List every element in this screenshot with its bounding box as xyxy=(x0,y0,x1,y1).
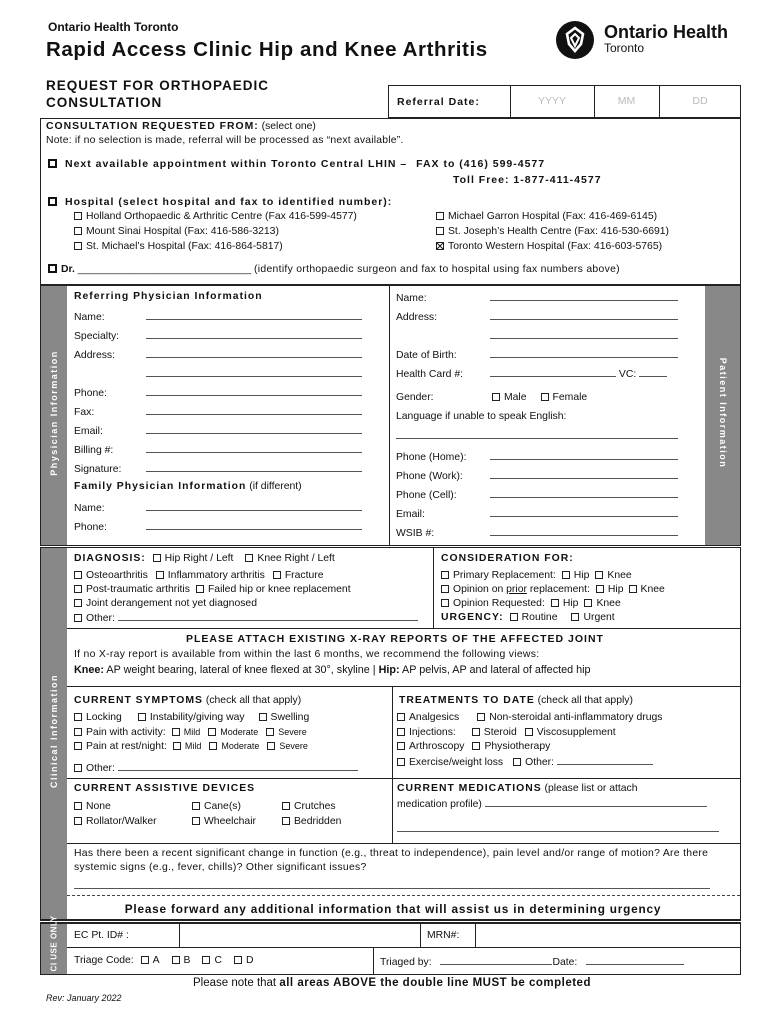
checkbox[interactable] xyxy=(74,764,82,772)
checkbox[interactable] xyxy=(141,956,149,964)
instability-label: Instability/giving way xyxy=(149,712,245,723)
nsaid-label: Non-steroidal anti-inflammatory drugs xyxy=(489,712,663,723)
hip-label: Hip xyxy=(573,570,590,581)
ci-side-label: CI USE ONLY xyxy=(49,915,59,972)
checkbox[interactable] xyxy=(441,571,449,579)
field-label: Phone (Work): xyxy=(396,471,463,482)
mrn-label: MRN#: xyxy=(427,930,460,941)
field-label: Phone (Home): xyxy=(396,452,467,463)
visco-label: Viscosupplement xyxy=(536,727,616,738)
male-checkbox[interactable] xyxy=(492,393,500,401)
diag-knee-checkbox[interactable] xyxy=(245,554,253,562)
checkbox[interactable] xyxy=(74,802,82,810)
wheelchair-label: Wheelchair xyxy=(204,816,256,827)
form-title: Rapid Access Clinic Hip and Knee Arthritis xyxy=(46,38,488,61)
dr-label: Dr. xyxy=(61,264,75,275)
checkbox[interactable] xyxy=(397,758,405,766)
subtitle xyxy=(46,77,269,111)
urgent-checkbox[interactable] xyxy=(571,613,579,621)
phone-cell-input[interactable] xyxy=(490,488,678,498)
diag-joint-derangement: Joint derangement not yet diagnosed xyxy=(86,598,257,609)
phone-work-input[interactable] xyxy=(490,469,678,479)
severe-label: Severe xyxy=(278,727,307,737)
hospital-label: St. Joseph’s Health Centre (Fax: 416-530-6691) xyxy=(448,226,670,237)
diag-post-traumatic: Post-traumatic arthritis xyxy=(86,584,190,595)
checkbox[interactable] xyxy=(477,713,485,721)
field-label: Email: xyxy=(396,509,425,520)
checkbox[interactable] xyxy=(209,742,217,750)
checkbox[interactable] xyxy=(74,713,82,721)
checkbox[interactable] xyxy=(282,802,290,810)
change-input[interactable] xyxy=(74,888,710,889)
field-label: Health Card #: xyxy=(396,369,463,380)
hospital-option-st-michaels[interactable] xyxy=(74,241,283,252)
hospital-option-michael-garron[interactable] xyxy=(436,211,657,222)
checkbox[interactable] xyxy=(551,599,559,607)
dr-checkbox[interactable] xyxy=(48,264,57,273)
hip-views: AP pelvis, AP and lateral of affected hip xyxy=(402,664,591,676)
checkbox[interactable] xyxy=(436,227,444,235)
severe-label: Severe xyxy=(279,741,308,751)
footer-note xyxy=(0,977,770,989)
org-name: Ontario Health Toronto xyxy=(48,20,179,34)
checkbox[interactable] xyxy=(397,728,405,736)
routine-checkbox[interactable] xyxy=(510,613,518,621)
hospital-option-holland[interactable] xyxy=(74,211,357,222)
checkbox[interactable] xyxy=(196,585,204,593)
dob-input[interactable] xyxy=(490,348,678,358)
logo-name: Ontario Health xyxy=(604,22,729,42)
checkbox[interactable] xyxy=(74,728,82,736)
physician-side-label: Physician Information xyxy=(49,350,59,476)
checkbox[interactable] xyxy=(192,802,200,810)
patient-side-label: Patient Information xyxy=(718,357,728,469)
checkbox[interactable] xyxy=(513,758,521,766)
hospital-label: Michael Garron Hospital (Fax: 416-469-6145) xyxy=(448,211,658,222)
fax-number: FAX to (416) 599-4577 xyxy=(416,158,546,170)
pain-rest-label: Pain at rest/night: xyxy=(86,741,167,752)
triage-label: Triage Code: xyxy=(74,955,134,966)
checkbox[interactable] xyxy=(173,742,181,750)
knee-views-label: Knee: xyxy=(74,664,104,676)
crutches-label: Crutches xyxy=(294,801,336,812)
diag-failed-replacement: Failed hip or knee replacement xyxy=(207,584,351,595)
checkbox[interactable] xyxy=(172,728,180,736)
consider-label: CONSIDERATION FOR: xyxy=(441,553,574,564)
ecpt-input[interactable] xyxy=(180,925,420,946)
triage-date-input[interactable] xyxy=(586,955,684,965)
hospital-option-mount-sinai[interactable] xyxy=(74,226,279,237)
phone-home-input[interactable] xyxy=(490,450,678,460)
ontario-health-logo-icon xyxy=(555,20,595,60)
checkbox[interactable] xyxy=(436,212,444,220)
symptoms-heading: CURRENT SYMPTOMS xyxy=(74,695,203,706)
meds-heading: CURRENT MEDICATIONS xyxy=(397,783,542,794)
consult-heading: CONSULTATION REQUESTED FROM: xyxy=(46,121,259,132)
meds-input-2[interactable] xyxy=(397,822,719,832)
triaged-by-input[interactable] xyxy=(440,955,552,965)
xray-note: If no X-ray report is available from within the last 6 months, we recommend the following views: xyxy=(74,649,540,660)
moderate-label: Moderate xyxy=(220,727,259,737)
female-label: Female xyxy=(552,392,588,403)
field-label: Address: xyxy=(74,350,116,361)
patient-address-input[interactable] xyxy=(490,310,678,320)
analgesics-label: Analgesics xyxy=(409,712,460,723)
dr-note: (identify orthopaedic surgeon and fax to hospital using fax numbers above) xyxy=(254,264,620,275)
opinion-prior-label: Opinion on xyxy=(453,584,504,595)
prior-word: prior xyxy=(506,584,527,595)
code-c: C xyxy=(214,955,222,966)
primary-label: Primary Replacement: xyxy=(453,570,556,581)
specialty-input[interactable] xyxy=(146,329,362,339)
checkbox[interactable] xyxy=(525,728,533,736)
hip-label: Hip xyxy=(562,598,579,609)
vc-input[interactable] xyxy=(639,367,667,377)
referring-heading: Referring Physician Information xyxy=(74,291,263,302)
code-d: D xyxy=(245,955,254,966)
locking-label: Locking xyxy=(86,712,122,723)
checkbox[interactable] xyxy=(202,956,210,964)
subtitle-line-2: CONSULTATION xyxy=(46,95,163,110)
diag-knee-label: Knee Right / Left xyxy=(257,553,335,564)
signature-input[interactable] xyxy=(146,462,362,472)
knee-label: Knee xyxy=(596,598,621,609)
field-label: Address: xyxy=(396,312,438,323)
forward-note: Please forward any additional information that will assist us in determining urgency xyxy=(124,902,662,916)
next-available-checkbox[interactable] xyxy=(48,159,57,168)
meds-note-2: medication profile) xyxy=(397,799,482,810)
field-label: Name: xyxy=(74,312,105,323)
diag-inflammatory: Inflammatory arthritis xyxy=(167,570,265,581)
triaged-by-label: Triaged by: xyxy=(380,957,432,968)
rollator-label: Rollator/Walker xyxy=(86,816,157,827)
address-input[interactable] xyxy=(146,348,362,358)
checkbox[interactable] xyxy=(172,956,180,964)
checkbox[interactable] xyxy=(208,728,216,736)
canes-label: Cane(s) xyxy=(204,801,241,812)
hospital-option-toronto-western[interactable] xyxy=(436,241,662,252)
family-heading-row xyxy=(74,481,302,492)
checkbox[interactable] xyxy=(74,742,82,750)
checkbox[interactable] xyxy=(74,212,82,220)
symptoms-other-label: Other: xyxy=(86,763,115,774)
treatments-heading: TREATMENTS TO DATE xyxy=(399,695,535,706)
field-label: WSIB #: xyxy=(396,528,435,539)
date-label: Date: xyxy=(552,957,578,968)
date-mm-field[interactable]: MM xyxy=(617,95,636,107)
subtitle-line-1: REQUEST FOR ORTHOPAEDIC xyxy=(46,78,270,93)
consult-heading-row xyxy=(46,121,316,132)
treatments-other-input[interactable] xyxy=(557,755,653,765)
billing-input[interactable] xyxy=(146,443,362,453)
injections-label: Injections: xyxy=(409,727,456,738)
clinical-side-label: Clinical Information xyxy=(49,674,59,789)
field-label: Phone (Cell): xyxy=(396,490,457,501)
treatments-other-label: Other: xyxy=(525,757,555,768)
consult-note: Note: if no selection is made, referral will be processed as “next available”. xyxy=(46,135,404,146)
checkbox[interactable] xyxy=(267,742,275,750)
mild-label: Mild xyxy=(183,727,201,737)
diag-fracture: Fracture xyxy=(284,570,324,581)
revision: Rev: January 2022 xyxy=(46,993,122,1003)
family-note: (if different) xyxy=(249,481,302,492)
replacement-word: replacement: xyxy=(529,584,590,595)
referring-name-input[interactable] xyxy=(146,310,362,320)
symptoms-note: (check all that apply) xyxy=(205,695,302,706)
field-label: Phone: xyxy=(74,522,107,533)
mild-label: Mild xyxy=(184,741,202,751)
arthroscopy-label: Arthroscopy xyxy=(409,741,465,752)
gender-label: Gender: xyxy=(396,392,434,403)
checkbox[interactable] xyxy=(629,585,637,593)
checkbox[interactable] xyxy=(234,956,242,964)
footer-note-a: Please note that xyxy=(193,977,277,989)
diag-other-label: Other: xyxy=(86,613,115,624)
field-label: Signature: xyxy=(74,464,122,475)
fax-input[interactable] xyxy=(146,405,362,415)
hip-views-label: Hip: xyxy=(378,664,400,676)
devices-heading: CURRENT ASSISTIVE DEVICES xyxy=(74,783,256,794)
checkbox[interactable] xyxy=(282,817,290,825)
checkbox[interactable] xyxy=(74,585,82,593)
xray-heading: PLEASE ATTACH EXISTING X-RAY REPORTS OF THE AFFECTED JOINT xyxy=(186,633,604,645)
family-name-input[interactable] xyxy=(146,501,362,511)
checkbox[interactable] xyxy=(74,227,82,235)
exercise-label: Exercise/weight loss xyxy=(409,757,504,768)
female-checkbox[interactable] xyxy=(541,393,549,401)
field-label: Billing #: xyxy=(74,445,114,456)
field-label: Fax: xyxy=(74,407,95,418)
checkbox[interactable] xyxy=(74,571,82,579)
hospital-label: Mount Sinai Hospital (Fax: 416-586-3213) xyxy=(86,226,279,237)
hospital-label: Holland Orthopaedic & Arthritic Centre (Fax 416-599-4577) xyxy=(86,211,357,222)
hospital-label: Toronto Western Hospital (Fax: 416-603-5765) xyxy=(448,241,663,252)
next-available-row[interactable] xyxy=(48,158,545,170)
logo-sub: Toronto xyxy=(604,41,645,55)
diag-other-input[interactable] xyxy=(118,612,418,621)
hospital-checkbox[interactable] xyxy=(48,197,57,206)
checkbox[interactable] xyxy=(138,713,146,721)
checkbox[interactable] xyxy=(74,242,82,250)
meds-input[interactable] xyxy=(485,797,707,807)
checkbox[interactable] xyxy=(259,713,267,721)
wsib-input[interactable] xyxy=(490,526,678,536)
checkbox[interactable] xyxy=(562,571,570,579)
checkbox[interactable] xyxy=(397,713,405,721)
checkbox[interactable] xyxy=(584,599,592,607)
meds-note: (please list or attach xyxy=(544,783,638,794)
family-phone-input[interactable] xyxy=(146,520,362,530)
checkbox[interactable] xyxy=(273,571,281,579)
checkbox[interactable] xyxy=(266,728,274,736)
checkbox[interactable] xyxy=(397,742,405,750)
ecpt-label: EC Pt. ID# : xyxy=(74,930,129,941)
hospital-label: St. Michael’s Hospital (Fax: 416-864-5817) xyxy=(86,241,283,252)
date-dd-field[interactable]: DD xyxy=(692,95,708,107)
checkbox[interactable] xyxy=(441,599,449,607)
diag-hip-label: Hip Right / Left xyxy=(164,553,234,564)
consult-heading-note: (select one) xyxy=(261,121,316,132)
change-question: Has there been a recent significant change in function (e.g., threat to independence), pain level and/or range of motion? Are there systemic signs (e.g., fever, chills)? Other significant issues? xyxy=(74,848,709,873)
hospital-heading: Hospital (select hospital and fax to identified number): xyxy=(65,196,393,208)
routine-label: Routine xyxy=(521,612,558,623)
knee-views: AP weight bearing, lateral of knee flexed at 30°, skyline | xyxy=(106,664,376,676)
field-label: Phone: xyxy=(74,388,107,399)
symptoms-other-input[interactable] xyxy=(118,761,358,771)
hip-label: Hip xyxy=(607,584,624,595)
steroid-label: Steroid xyxy=(483,727,517,738)
referral-date-label: Referral Date: xyxy=(397,96,480,108)
patient-name-input[interactable] xyxy=(490,291,678,301)
hospital-row[interactable] xyxy=(48,196,392,208)
checkbox[interactable] xyxy=(595,571,603,579)
dr-row[interactable] xyxy=(48,264,620,275)
urgent-label: Urgent xyxy=(583,612,615,623)
date-yyyy-field[interactable]: YYYY xyxy=(537,95,566,107)
toll-free: Toll Free: 1-877-411-4577 xyxy=(453,174,602,186)
male-label: Male xyxy=(504,392,527,403)
swelling-label: Swelling xyxy=(270,712,310,723)
referral-date-box xyxy=(388,85,741,118)
diagnosis-label: DIAGNOSIS: xyxy=(74,553,146,564)
knee-label: Knee xyxy=(640,584,665,595)
patient-email-input[interactable] xyxy=(490,507,678,517)
email-input[interactable] xyxy=(146,424,362,434)
field-label: Specialty: xyxy=(74,331,120,342)
checked-checkbox[interactable] xyxy=(436,242,444,250)
checkbox[interactable] xyxy=(472,742,480,750)
phone-input[interactable] xyxy=(146,386,362,396)
none-label: None xyxy=(86,801,111,812)
footer-note-b: all areas ABOVE the double line MUST be completed xyxy=(279,977,591,989)
checkbox[interactable] xyxy=(74,614,82,622)
pain-activity-label: Pain with activity: xyxy=(86,727,166,738)
knee-label: Knee xyxy=(607,570,632,581)
code-b: B xyxy=(183,955,191,966)
field-label: Email: xyxy=(74,426,103,437)
physio-label: Physiotherapy xyxy=(484,741,551,752)
next-available-label: Next available appointment within Toronto Central LHIN – xyxy=(65,158,408,170)
checkbox[interactable] xyxy=(472,728,480,736)
language-input[interactable] xyxy=(396,429,678,439)
checkbox[interactable] xyxy=(74,817,82,825)
checkbox[interactable] xyxy=(192,817,200,825)
address-input-2[interactable] xyxy=(146,367,362,377)
mrn-input[interactable] xyxy=(476,925,739,946)
vc-label: VC: xyxy=(618,369,637,380)
health-card-input[interactable] xyxy=(490,367,616,377)
checkbox[interactable] xyxy=(441,585,449,593)
field-label: Name: xyxy=(396,293,427,304)
family-heading: Family Physician Information xyxy=(74,481,247,492)
treatments-note: (check all that apply) xyxy=(537,695,633,706)
field-label: Name: xyxy=(74,503,105,514)
diag-osteoarthritis: Osteoarthritis xyxy=(86,570,148,581)
patient-address-input-2[interactable] xyxy=(490,329,678,339)
moderate-label: Moderate xyxy=(221,741,260,751)
opinion-requested-label: Opinion Requested: xyxy=(453,598,545,609)
checkbox[interactable] xyxy=(74,599,82,607)
checkbox[interactable] xyxy=(156,571,164,579)
checkbox[interactable] xyxy=(596,585,604,593)
dr-input[interactable]: ______________________________ xyxy=(77,264,252,275)
urgency-label: URGENCY: xyxy=(441,612,504,623)
field-label: Date of Birth: xyxy=(396,350,457,361)
code-a: A xyxy=(152,955,160,966)
bedridden-label: Bedridden xyxy=(294,816,342,827)
language-label: Language if unable to speak English: xyxy=(396,411,567,422)
diag-hip-checkbox[interactable] xyxy=(153,554,161,562)
hospital-option-st-josephs[interactable] xyxy=(436,226,669,237)
